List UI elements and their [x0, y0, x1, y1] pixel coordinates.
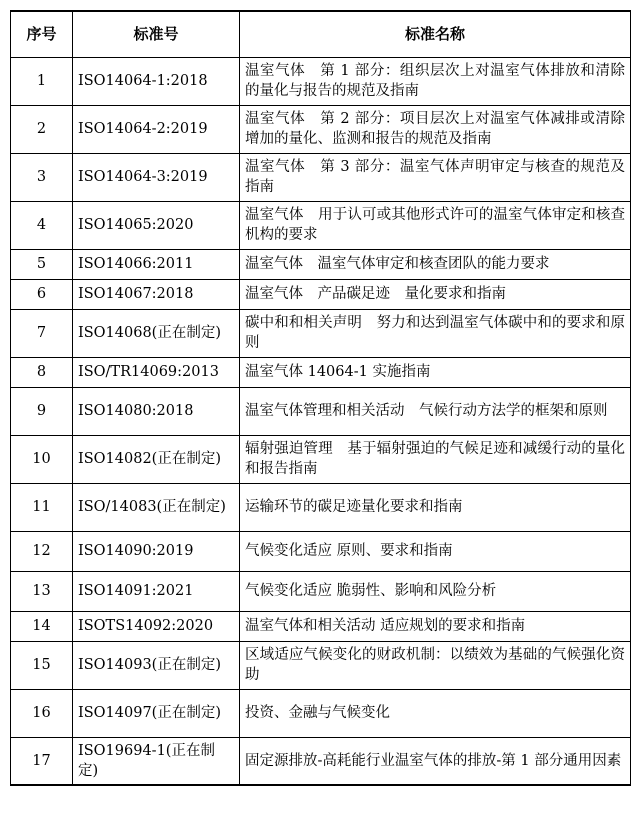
- row-code: ISO14064-1:2018: [73, 57, 240, 105]
- row-code: ISO19694-1(正在制定): [73, 737, 240, 785]
- row-name: 固定源排放-高耗能行业温室气体的排放-第 1 部分通用因素: [240, 737, 631, 785]
- row-code: ISO14068(正在制定): [73, 309, 240, 357]
- table-row: [11, 483, 631, 531]
- header-row: [11, 11, 631, 57]
- table-row: [11, 689, 631, 737]
- row-name: 辐射强迫管理 基于辐射强迫的气候足迹和减缓行动的量化和报告指南: [240, 435, 631, 483]
- row-no: 5: [11, 249, 73, 279]
- row-no: 7: [11, 309, 73, 357]
- row-name: 碳中和和相关声明 努力和达到温室气体碳中和的要求和原则: [240, 309, 631, 357]
- row-name: 温室气体 用于认可或其他形式许可的温室气体审定和核查机构的要求: [240, 201, 631, 249]
- header-code: 标准号: [73, 11, 240, 57]
- row-name: 温室气体 14064-1 实施指南: [240, 357, 631, 387]
- table-row: [11, 571, 631, 611]
- table-row: [11, 531, 631, 571]
- row-name: 投资、金融与气候变化: [240, 689, 631, 737]
- row-no: 14: [11, 611, 73, 641]
- table-row: [11, 279, 631, 309]
- row-no: 13: [11, 571, 73, 611]
- row-name: 温室气体 温室气体审定和核查团队的能力要求: [240, 249, 631, 279]
- row-no: 12: [11, 531, 73, 571]
- row-no: 16: [11, 689, 73, 737]
- row-no: 4: [11, 201, 73, 249]
- row-name: 温室气体 第 1 部分：组织层次上对温室气体排放和清除的量化与报告的规范及指南: [240, 57, 631, 105]
- table-row: [11, 201, 631, 249]
- table-row: [11, 153, 631, 201]
- row-no: 9: [11, 387, 73, 435]
- row-name: 温室气体管理和相关活动 气候行动方法学的框架和原则: [240, 387, 631, 435]
- row-code: ISO14064-2:2019: [73, 105, 240, 153]
- row-name: 气候变化适应 原则、要求和指南: [240, 531, 631, 571]
- row-no: 6: [11, 279, 73, 309]
- row-no: 1: [11, 57, 73, 105]
- row-code: ISO/14083(正在制定): [73, 483, 240, 531]
- table-row: [11, 737, 631, 785]
- row-code: ISO/TR14069:2013: [73, 357, 240, 387]
- table-row: [11, 641, 631, 689]
- row-no: 11: [11, 483, 73, 531]
- row-code: ISO14082(正在制定): [73, 435, 240, 483]
- row-code: ISO14066:2011: [73, 249, 240, 279]
- row-code: ISO14090:2019: [73, 531, 240, 571]
- row-name: 气候变化适应 脆弱性、影响和风险分析: [240, 571, 631, 611]
- row-code: ISO14080:2018: [73, 387, 240, 435]
- row-code: ISO14065:2020: [73, 201, 240, 249]
- row-no: 10: [11, 435, 73, 483]
- row-no: 15: [11, 641, 73, 689]
- row-no: 8: [11, 357, 73, 387]
- table-row: [11, 387, 631, 435]
- row-no: 2: [11, 105, 73, 153]
- row-name: 温室气体 第 2 部分：项目层次上对温室气体减排或清除增加的量化、监测和报告的规范及指南: [240, 105, 631, 153]
- row-name: 运输环节的碳足迹量化要求和指南: [240, 483, 631, 531]
- row-name: 区域适应气候变化的财政机制：以绩效为基础的气候强化资助: [240, 641, 631, 689]
- standards-table: [10, 10, 631, 786]
- table-row: [11, 57, 631, 105]
- row-no: 3: [11, 153, 73, 201]
- table-row: [11, 309, 631, 357]
- row-no: 17: [11, 737, 73, 785]
- header-name: 标准名称: [240, 11, 631, 57]
- row-name: 温室气体和相关活动 适应规划的要求和指南: [240, 611, 631, 641]
- table-row: [11, 249, 631, 279]
- header-no: 序号: [11, 11, 73, 57]
- table-row: [11, 611, 631, 641]
- row-code: ISO14091:2021: [73, 571, 240, 611]
- row-code: ISO14093(正在制定): [73, 641, 240, 689]
- row-code: ISO14097(正在制定): [73, 689, 240, 737]
- row-name: 温室气体 第 3 部分：温室气体声明审定与核查的规范及指南: [240, 153, 631, 201]
- row-name: 温室气体 产品碳足迹 量化要求和指南: [240, 279, 631, 309]
- row-code: ISO14064-3:2019: [73, 153, 240, 201]
- table-row: [11, 357, 631, 387]
- row-code: ISO14067:2018: [73, 279, 240, 309]
- row-code: ISOTS14092:2020: [73, 611, 240, 641]
- table-row: [11, 435, 631, 483]
- table-row: [11, 105, 631, 153]
